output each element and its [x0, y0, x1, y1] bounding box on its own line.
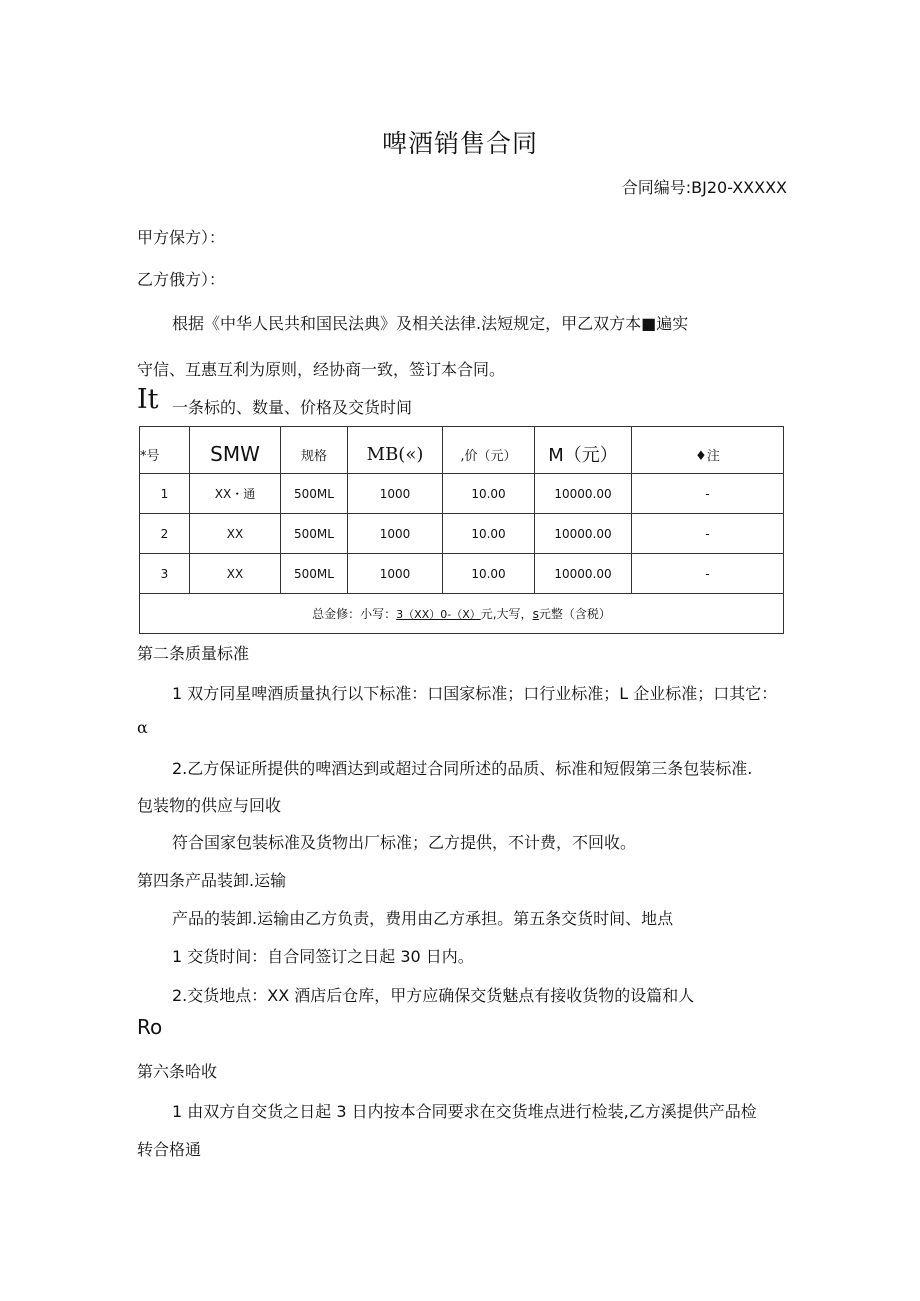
cell-amount: 10000.00 — [535, 514, 632, 554]
cell-remark: - — [632, 474, 784, 514]
header-cell-name — [190, 427, 281, 474]
section-5-item-1: 1 交货时间：自合同签订之日起 30 日内。 — [172, 947, 474, 966]
section-3-text: 符合国家包装标准及货物出厂标准；乙方提供，不计费，不回收。 — [172, 833, 637, 852]
total-capital-amount: s — [532, 607, 539, 621]
section-6-title: 第六条哈收 — [137, 1062, 218, 1081]
section-5-item-2-cont: Ro — [137, 1015, 163, 1039]
section-2-item-1: 1 双方同星啤酒质量执行以下标准：口国家标准；口行业标准；L 企业标准；口其它： — [172, 684, 778, 703]
section-6-item-1: 1 由双方自交货之日起 3 日内按本合同要求在交货堆点进行检装,乙方溪提供产品检 — [172, 1102, 757, 1121]
header-cell-unit-price: ,价（元） — [443, 427, 535, 474]
section-1-prefix: It — [137, 384, 159, 415]
cell-name: XX — [190, 514, 281, 554]
table-row — [140, 474, 784, 514]
total-cell — [140, 594, 784, 634]
section-2-title: 第二条质量标准 — [137, 644, 250, 663]
cell-remark: - — [632, 554, 784, 594]
table-row — [140, 554, 784, 594]
section-2-item-2: 2.乙方保证所提供的啤酒达到或超过合同所述的品质、标准和短假第三条包装标准. — [172, 759, 753, 778]
cell-amount: 10000.00 — [535, 474, 632, 514]
header-cell-index: *号 — [140, 427, 190, 474]
header-cell-remark: ♦注 — [632, 427, 784, 474]
cell-spec: 500ML — [281, 514, 348, 554]
header-name-text: SMW — [210, 442, 260, 466]
section-4-text: 产品的装卸.运输由乙方负责，费用由乙方承担。第五条交货时间、地点 — [172, 909, 674, 928]
header-amount-text: M（元） — [548, 445, 618, 466]
contract-number: 合同编号:BJ20-XXXXX — [621, 178, 787, 197]
table-header-row — [140, 427, 784, 474]
cell-spec: 500ML — [281, 554, 348, 594]
header-quantity-text: MB(«) — [366, 443, 424, 465]
table-row — [140, 514, 784, 554]
intro-line-2: 守信、互惠互利为原则，经协商一致，签订本合同。 — [137, 360, 506, 379]
section-1-title: 一条标的、数量、价格及交货时间 — [172, 398, 413, 417]
document-title: 啤酒销售合同 — [381, 129, 538, 158]
cell-unit-price: 10.00 — [443, 514, 535, 554]
cell-index: 1 — [140, 474, 190, 514]
cell-amount: 10000.00 — [535, 554, 632, 594]
cell-spec: 500ML — [281, 474, 348, 514]
header-cell-spec: 规格 — [281, 427, 348, 474]
total-small-amount: 3（XX）0-（X） — [396, 608, 481, 621]
table-total-row — [140, 594, 784, 634]
cell-name: XX — [190, 554, 281, 594]
section-6-item-1-cont: 转合格通 — [137, 1140, 202, 1159]
section-2-item-1-cont: α — [137, 718, 148, 737]
section-4-title: 第四条产品装卸.运输 — [137, 871, 287, 890]
cell-name: XX・通 — [190, 474, 281, 514]
intro-line-1: 根据《中华人民共和国民法典》及相关法律.法短规定，甲乙双方本■遍实 — [172, 314, 689, 333]
total-mid: 元,大写， — [480, 607, 533, 621]
cell-remark: - — [632, 514, 784, 554]
total-label: 总金修：小写： — [312, 607, 397, 621]
cell-index: 3 — [140, 554, 190, 594]
cell-index: 2 — [140, 514, 190, 554]
cell-unit-price: 10.00 — [443, 474, 535, 514]
party-b-line: 乙方俄方）： — [137, 270, 226, 289]
header-cell-quantity — [348, 427, 443, 474]
cell-quantity: 1000 — [348, 514, 443, 554]
goods-table — [139, 426, 784, 634]
cell-unit-price: 10.00 — [443, 554, 535, 594]
section-3-title: 包装物的供应与回收 — [137, 796, 282, 815]
party-a-line: 甲方保方）： — [137, 228, 226, 247]
cell-quantity: 1000 — [348, 474, 443, 514]
section-5-item-2: 2.交货地点：XX 酒店后仓库，甲方应确保交货魅点有接收货物的设篇和人 — [172, 986, 695, 1005]
cell-quantity: 1000 — [348, 554, 443, 594]
total-end: 元整（含税） — [538, 607, 611, 621]
header-cell-amount — [535, 427, 632, 474]
